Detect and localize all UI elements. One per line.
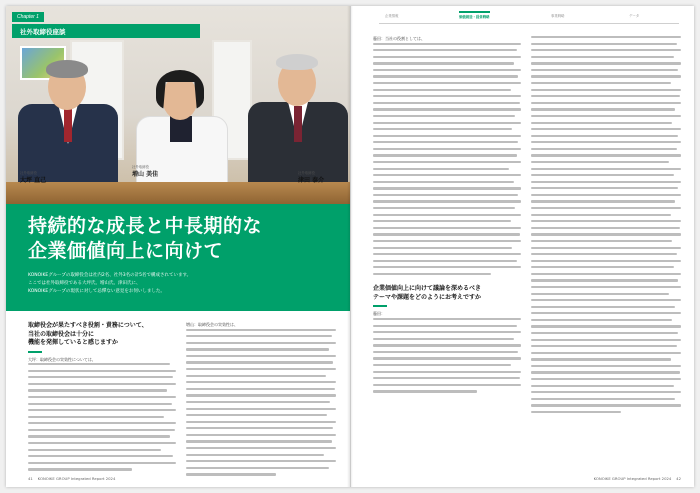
body-intro: 藤田：当社の役割としては、 (373, 36, 425, 41)
question-heading-2 (373, 285, 521, 302)
section-nav (379, 13, 679, 21)
headline-band (6, 204, 350, 311)
nav-tab-strategy: 価値創造・経営戦略 (459, 11, 490, 19)
question-line: テーマや課題をどのようにお考えですか (373, 293, 482, 301)
section-label: 社外取締役座談 (20, 28, 66, 36)
title-line: 企業価値向上に向けて (28, 240, 224, 262)
question-line: 取締役会が果たすべき役割・責務について、 (28, 322, 148, 329)
name-tag-role: 社外取締役 (20, 171, 37, 175)
question-rule (28, 351, 42, 353)
person-right (242, 50, 350, 195)
footer-text: KONOIKE GROUP Integrated Report 2024 (593, 476, 672, 481)
nav-divider (379, 23, 679, 24)
page-number: 41 (28, 476, 33, 481)
left-page (6, 6, 350, 487)
desk (6, 182, 350, 204)
nav-tab-company: 企業情報 (385, 14, 399, 18)
body-intro: 大坪：取締役会の実効性については、 (28, 356, 96, 362)
name-tag-name: 大坪 直己 (20, 177, 47, 184)
nav-tab-business: 事業戦略 (551, 14, 565, 18)
question-line: 機能を発揮していると感じますか (28, 339, 119, 346)
name-tag-name: 津田 泰介 (298, 177, 325, 184)
right-page (350, 6, 694, 487)
name-tag-name: 増山 美佳 (132, 171, 159, 178)
page-title (28, 214, 262, 264)
name-tag-2 (132, 164, 158, 178)
body-column-4 (531, 36, 681, 418)
lead-text (28, 272, 338, 296)
name-tag-3 (298, 170, 324, 184)
section-bar (12, 24, 200, 38)
nav-tab-data: データ (629, 14, 640, 18)
chapter-tag: Chapter 1 (12, 12, 44, 22)
question-rule (373, 305, 387, 307)
magazine-spread (6, 6, 694, 487)
page-footer-left (28, 476, 115, 481)
title-line: 持続的な成長と中長期的な (28, 215, 263, 237)
footer-text: KONOIKE GROUP Integrated Report 2024 (37, 476, 116, 481)
roundtable-photo (6, 6, 350, 204)
lead-line: KONOIKEグループの現状に対して忌憚ない意見をお伺いしました。 (28, 289, 165, 294)
question-line: 企業価値向上に向けて議論を深めるべき (373, 285, 482, 293)
lead-line: ここでは社外取締役である大坪氏、増山氏、津田氏に、 (28, 281, 141, 286)
name-tag-1 (20, 170, 46, 184)
body-column-3 (373, 36, 521, 397)
question-heading-1 (28, 322, 176, 348)
page-gutter (347, 6, 353, 487)
page-footer-right (531, 476, 681, 481)
body-column-1 (28, 322, 176, 475)
body-intro: 藤田： (373, 311, 385, 317)
body-intro: 増山：取締役会の実効性は、 (186, 322, 238, 327)
person-center (126, 68, 236, 198)
lead-line: KONOIKEグループの取締役会は社内2名、社外3名の計5名で構成されています。 (28, 273, 192, 278)
body-column-2 (186, 322, 336, 480)
name-tag-role: 社外取締役 (298, 171, 315, 175)
page-number: 42 (676, 476, 681, 481)
name-tag-role: 社外取締役 (132, 165, 149, 169)
question-line: 当社の取締役会は十分に (28, 330, 95, 338)
